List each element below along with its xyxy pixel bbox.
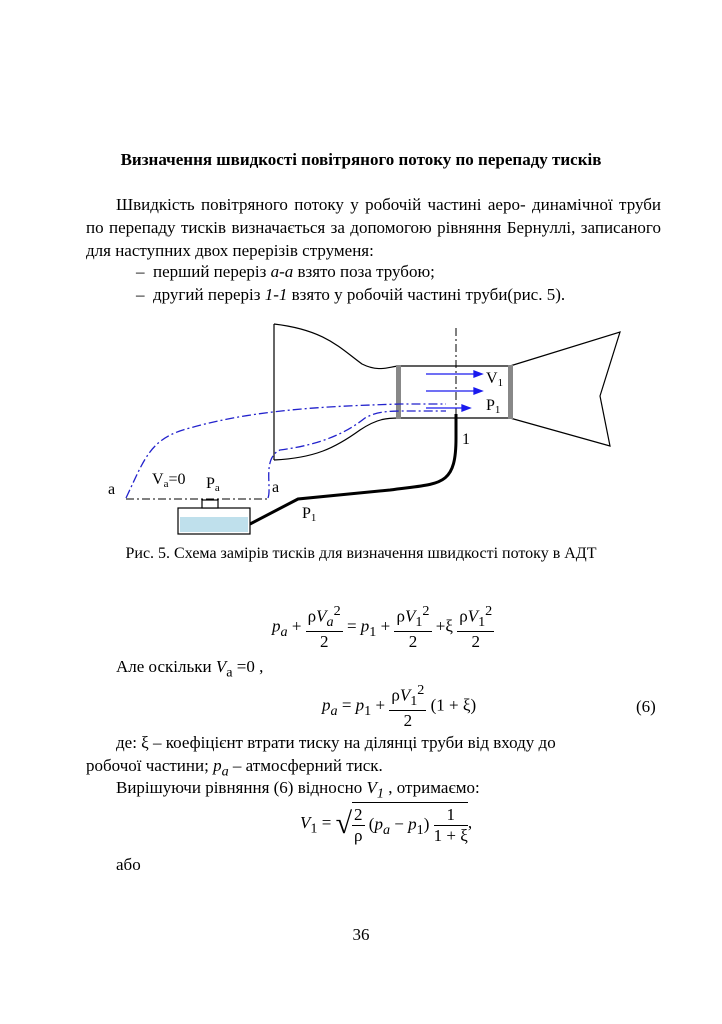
where-line-1: де: ξ – коефіцієнт втрати тиску на ділянці труби від входу до bbox=[116, 733, 556, 752]
equation-velocity: $V_1$ = √ $\frac{2}{\rho}$ $(p_a - p_1)$ $\frac{1}{1 + \xi}$ , bbox=[300, 802, 472, 846]
equation-number: (6) bbox=[636, 697, 656, 716]
label-a-left: a bbox=[108, 481, 116, 498]
label-a-right: a bbox=[272, 479, 280, 496]
label-pa: Pa bbox=[206, 475, 220, 494]
label-section-1: 1 bbox=[462, 431, 470, 448]
pressure-tube bbox=[250, 414, 456, 524]
paragraph-intro: Швидкість повітряного потоку у робочій частині аеро- динамічної труби по перепаду тисків визначається за допомогою рівняння Бернуллі, записаного для наступних двох перерізів струменя: bbox=[86, 195, 661, 260]
equation-bernoulli: $p_a$ + $\frac{\rho V_a^2}{2}$ = $p_1$ + $\frac{\rho V_1^2}{2}$ +ξ $\frac{\rho V_1^2}{2}$ bbox=[272, 603, 493, 652]
flow-arrows bbox=[426, 371, 482, 411]
label-p1: P1 bbox=[486, 397, 501, 416]
bullet-item-1: – перший переріз a-a взято поза трубою; bbox=[136, 262, 435, 281]
where-line-2: робочої частини; $p_a$ – атмосферний тиск. bbox=[86, 756, 383, 780]
or-word: або bbox=[116, 855, 141, 874]
section-wall-right bbox=[508, 365, 513, 419]
manometer-cap bbox=[202, 500, 218, 508]
but-since-line: Але оскільки $V_a =0$ , bbox=[116, 657, 264, 681]
equation-6: $p_a = p_1$ + $\frac{\rho V_1^2}{2}$ (1 + ξ) bbox=[322, 682, 477, 731]
manometer-liquid bbox=[180, 517, 248, 532]
nozzle-contour bbox=[274, 324, 400, 460]
diffuser bbox=[510, 332, 620, 446]
label-v1: V1 bbox=[486, 370, 504, 389]
label-va: Va=0 bbox=[152, 471, 186, 490]
label-p1-bottom: P1 bbox=[302, 505, 317, 524]
page-number: 36 bbox=[352, 925, 370, 944]
section-heading: Визначення швидкості повітряного потоку по перепаду тисків bbox=[120, 150, 602, 169]
solving-line: Вирішуючи рівняння (6) відносно $V_1$ , отримаємо: bbox=[116, 778, 480, 802]
bullet-item-2: – другий переріз 1-1 взято у робочій частині труби(рис. 5). bbox=[136, 285, 566, 304]
wind-tunnel-figure bbox=[90, 318, 630, 538]
figure-caption: Рис. 5. Схема замірів тисків для визначення швидкості потоку в АДТ bbox=[125, 545, 597, 562]
